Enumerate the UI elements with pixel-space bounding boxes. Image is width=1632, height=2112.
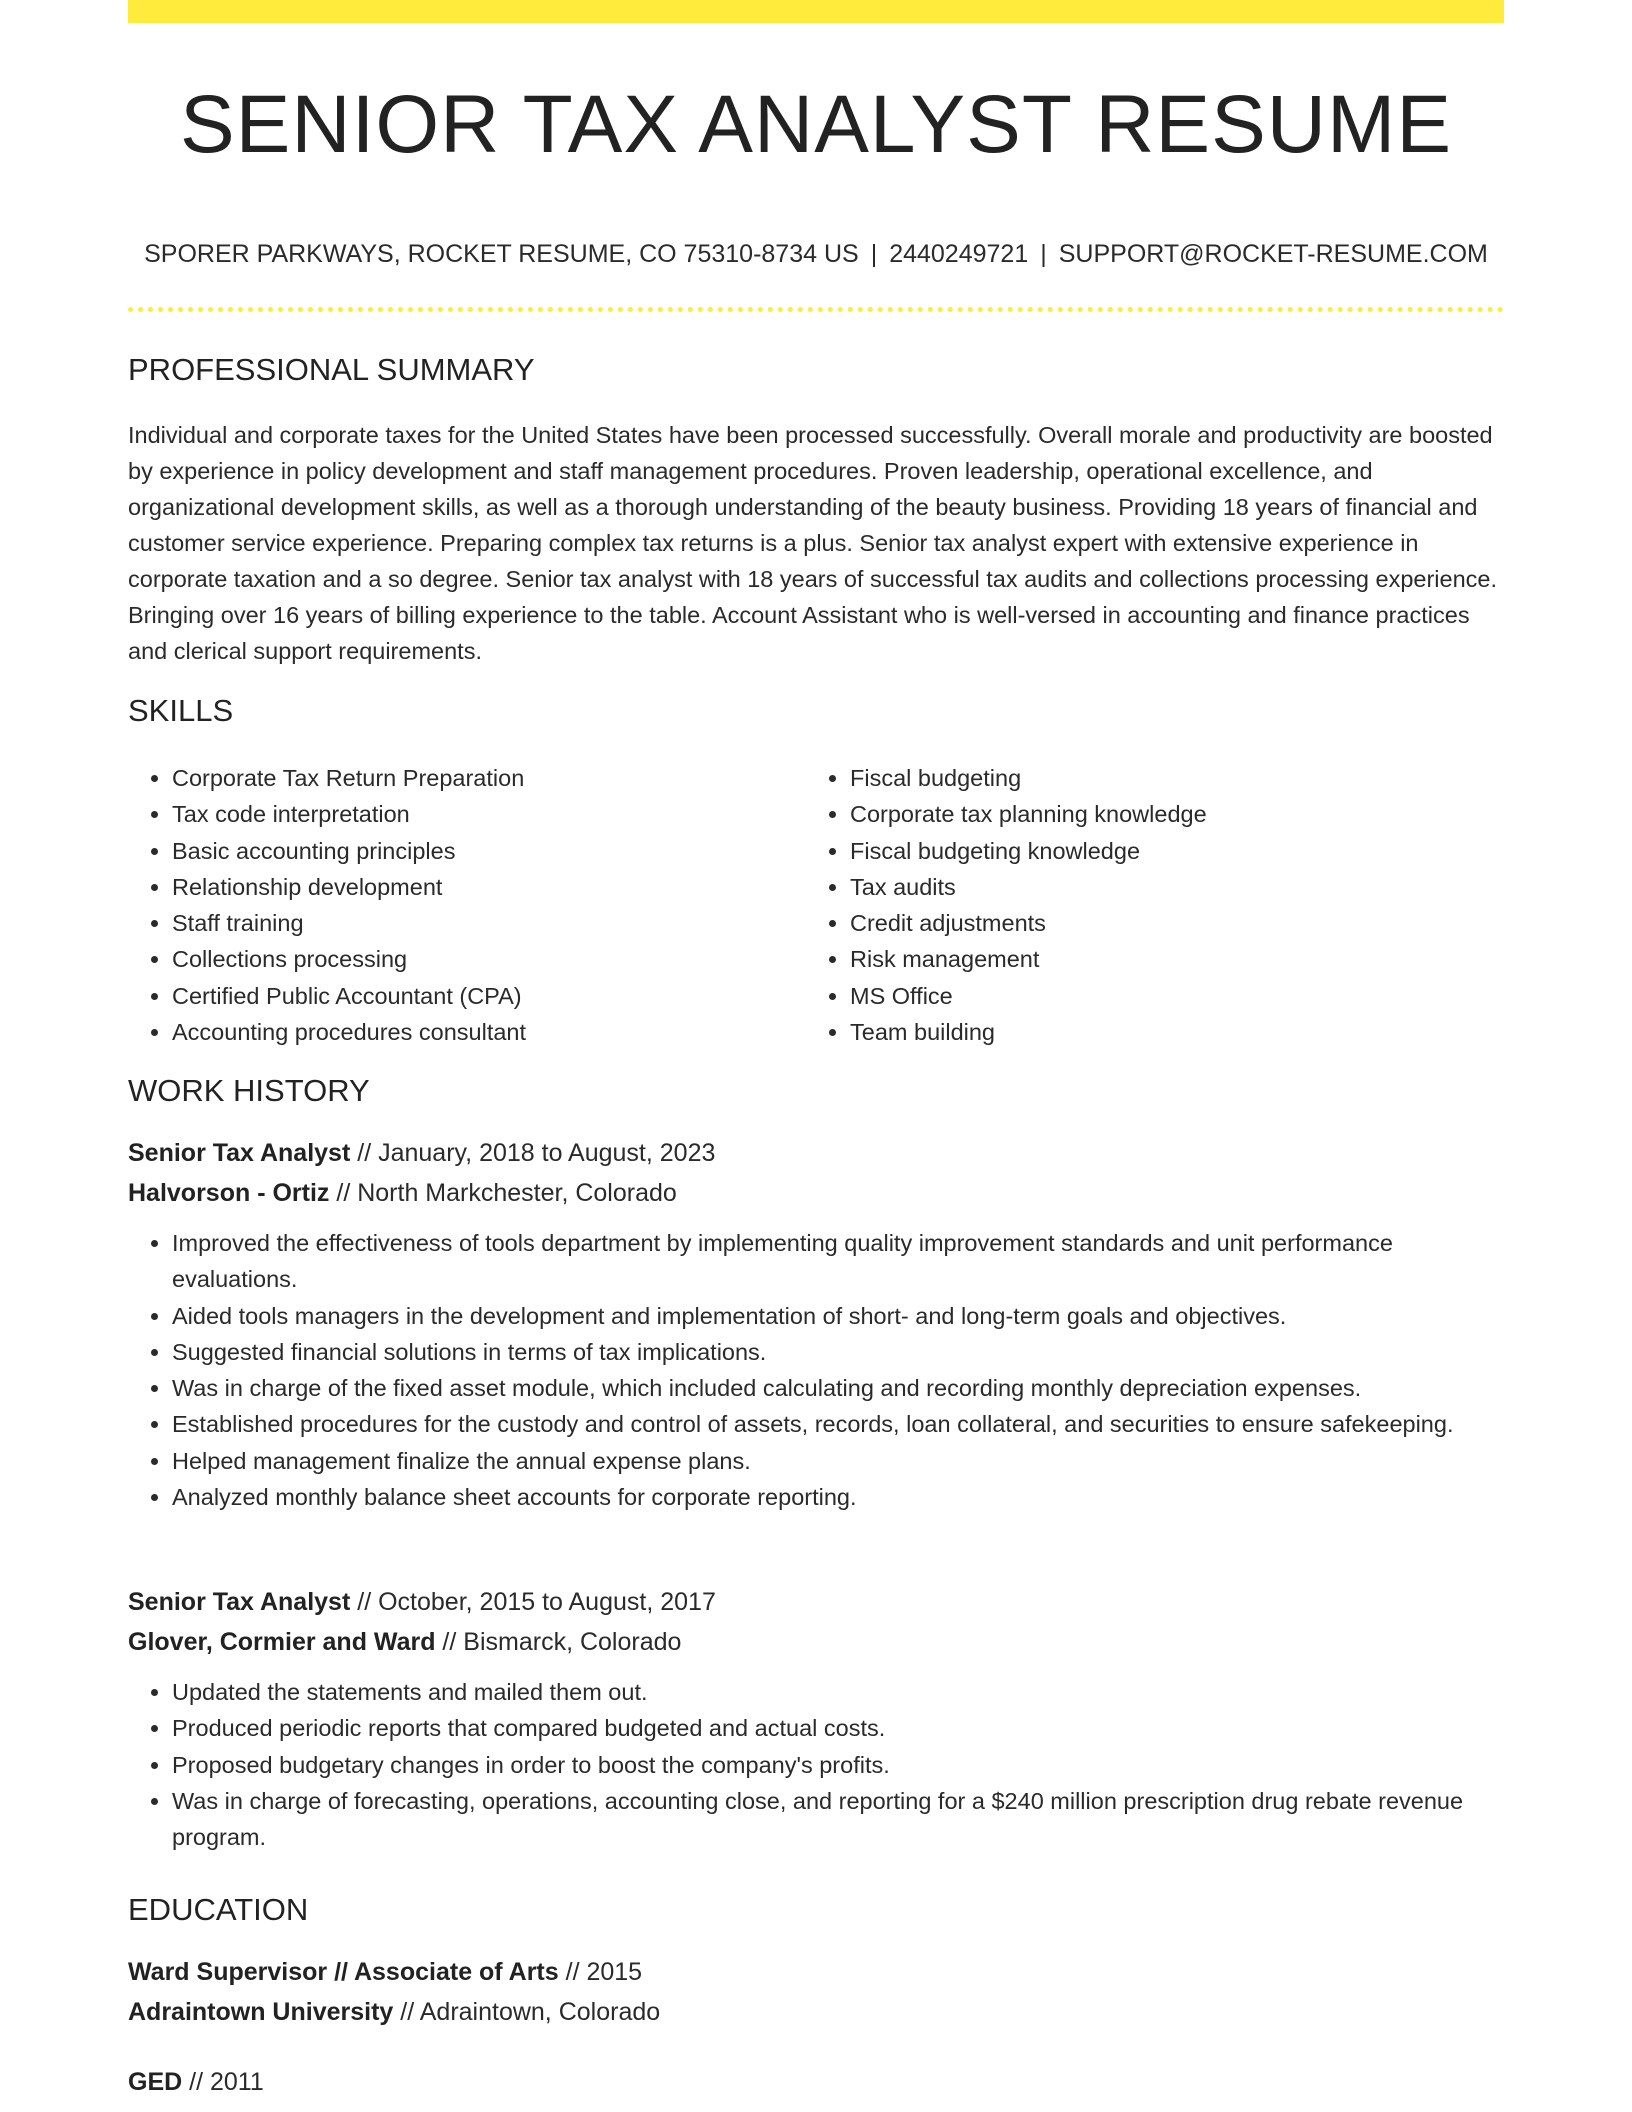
education-heading: EDUCATION <box>128 1892 309 1927</box>
skill-item: • Credit adjustments <box>850 905 1484 941</box>
job-title: Senior Tax Analyst <box>128 1139 351 1167</box>
job-title-line <box>128 1133 1504 1173</box>
skill-item: • Fiscal budgeting knowledge <box>850 833 1484 869</box>
job-bullet: • Suggested financial solutions in terms of tax implications. <box>172 1334 1504 1370</box>
job-dates: October, 2015 to August, 2017 <box>378 1588 716 1616</box>
job-entry <box>128 1582 1504 1855</box>
job-bullet: • Proposed budgetary changes in order to boost the company's profits. <box>172 1747 1504 1783</box>
education-location: Adraintown, Colorado <box>419 1998 661 2026</box>
job-separator: // <box>350 1588 379 1616</box>
skill-item: • Tax audits <box>850 869 1484 905</box>
job-dates: January, 2018 to August, 2023 <box>378 1139 716 1167</box>
resume-title: SENIOR TAX ANALYST RESUME <box>179 79 1453 170</box>
skill-item: • Tax code interpretation <box>172 796 806 832</box>
education-school-line <box>128 1992 1504 2032</box>
education-entry <box>128 1952 1504 2032</box>
skill-item: • Accounting procedures consultant <box>172 1014 806 1050</box>
job-separator: // <box>350 1139 379 1167</box>
contact-email: SUPPORT@ROCKET-RESUME.COM <box>1058 240 1488 268</box>
education-school: Adraintown University <box>128 1998 394 2026</box>
job-company: Halvorson - Ortiz <box>128 1179 330 1207</box>
job-bullet: • Aided tools managers in the development and implementation of short- and long-term goals and objectives. <box>172 1298 1504 1334</box>
education-entry <box>128 2062 1504 2102</box>
skills-heading: SKILLS <box>128 693 234 728</box>
job-separator: // <box>329 1179 358 1207</box>
skill-item: • Corporate tax planning knowledge <box>850 796 1484 832</box>
contact-phone: 2440249721 <box>889 240 1029 268</box>
contact-address: SPORER PARKWAYS, ROCKET RESUME, CO 75310-8734 US <box>144 240 859 268</box>
job-company-line <box>128 1622 1504 1662</box>
job-bullet: • Was in charge of forecasting, operations, accounting close, and reporting for a $240 million prescription drug rebate revenue program. <box>172 1783 1504 1856</box>
accent-top-bar <box>128 0 1504 23</box>
job-bullets <box>128 1225 1504 1515</box>
summary-heading: PROFESSIONAL SUMMARY <box>128 352 535 387</box>
job-company: Glover, Cormier and Ward <box>128 1628 436 1656</box>
education-separator: // <box>393 1998 420 2026</box>
job-bullet: • Produced periodic reports that compared budgeted and actual costs. <box>172 1710 1504 1746</box>
skill-item: • Staff training <box>172 905 806 941</box>
education-degree: GED <box>128 2068 183 2096</box>
job-entry <box>128 1133 1504 1515</box>
job-title-line <box>128 1582 1504 1622</box>
job-bullets <box>128 1674 1504 1855</box>
education-degree-line <box>128 1952 1504 1992</box>
job-title: Senior Tax Analyst <box>128 1588 351 1616</box>
education-year: 2015 <box>586 1958 643 1986</box>
skill-item: • MS Office <box>850 978 1484 1014</box>
skill-item: • Team building <box>850 1014 1484 1050</box>
skill-item: • Corporate Tax Return Preparation <box>172 760 806 796</box>
education-separator: // <box>182 2068 210 2096</box>
skill-item: • Fiscal budgeting <box>850 760 1484 796</box>
skill-item: • Certified Public Accountant (CPA) <box>172 978 806 1014</box>
job-separator: // <box>435 1628 464 1656</box>
education-degree: Ward Supervisor // Associate of Arts <box>128 1958 559 1986</box>
job-company-line <box>128 1173 1504 1213</box>
job-location: North Markchester, Colorado <box>357 1179 677 1207</box>
skills-column-left <box>128 760 806 1050</box>
skills-column-right <box>806 760 1484 1050</box>
work-history-heading: WORK HISTORY <box>128 1073 370 1108</box>
job-bullet: • Established procedures for the custody and control of assets, records, loan collateral, and securities to ensure safekeeping. <box>172 1406 1504 1442</box>
education-degree-line <box>128 2062 1504 2102</box>
education-year: 2011 <box>209 2068 264 2096</box>
contact-separator: | <box>1040 240 1047 268</box>
job-bullet: • Updated the statements and mailed them out. <box>172 1674 1504 1710</box>
job-bullet: • Analyzed monthly balance sheet accounts for corporate reporting. <box>172 1479 1504 1515</box>
education-separator: // <box>558 1958 587 1986</box>
contact-line <box>128 240 1504 269</box>
header-divider <box>128 307 1504 312</box>
summary-text: Individual and corporate taxes for the United States have been processed successfully. Overall morale and productivity are boosted by experience in policy development and staff management procedures. Proven leadership, operational excellence, and organizational development skills, as well as a thorough understanding of the beauty business. Providing 18 years of financial and customer service experience. Preparing complex tax returns is a plus. Senior tax analyst expert with extensive experience in corporate taxation and a so degree. Senior tax analyst with 18 years of successful tax audits and collections processing experience. Bringing over 16 years of billing experience to the table. Account Assistant who is well-versed in accounting and finance practices and clerical support requirements. <box>128 422 1498 664</box>
job-bullet: • Improved the effectiveness of tools department by implementing quality improvement standards and unit performance evaluations. <box>172 1225 1504 1298</box>
skill-item: • Basic accounting principles <box>172 833 806 869</box>
job-bullet: • Was in charge of the fixed asset module, which included calculating and recording monthly depreciation expenses. <box>172 1370 1504 1406</box>
skill-item: • Relationship development <box>172 869 806 905</box>
contact-separator: | <box>870 240 878 268</box>
job-bullet: • Helped management finalize the annual expense plans. <box>172 1443 1504 1479</box>
job-location: Bismarck, Colorado <box>463 1628 682 1656</box>
skill-item: • Risk management <box>850 941 1484 977</box>
skills-list <box>128 760 1504 1050</box>
skill-item: • Collections processing <box>172 941 806 977</box>
